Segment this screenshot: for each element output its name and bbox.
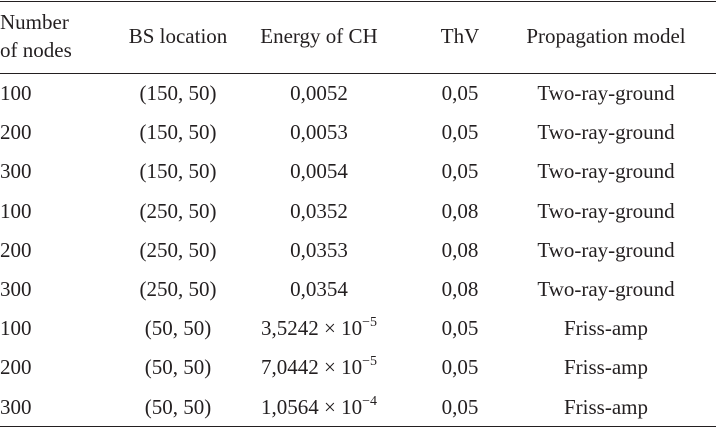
cell-energy-of-ch [254,394,384,420]
cell-propagation-model: Two-ray-ground [537,198,675,223]
cell-thv: 0,05 [441,81,479,105]
table-row [0,348,716,387]
table-row [0,74,716,113]
table-bottom-rule [0,426,716,427]
cell-propagation-model: Two-ray-ground [537,276,675,301]
cell-bs-location: (250, 50) [139,276,217,301]
energy-exponent: −4 [362,393,377,409]
cell-bs-location: (50, 50) [144,316,212,341]
cell-number-of-nodes: 100 [0,81,32,105]
table-row [0,388,716,427]
cell-number-of-nodes: 300 [0,159,32,184]
energy-value: 1,0564 × 10 [261,394,363,419]
cell-thv: 0,05 [441,394,479,419]
cell-bs-location: (150, 50) [139,120,217,145]
cell-propagation-model: Two-ray-ground [537,120,675,145]
cell-thv: 0,08 [441,276,479,301]
cell-number-of-nodes: 200 [0,237,32,262]
cell-thv: 0,05 [441,120,479,145]
cell-number-of-nodes: 200 [0,120,32,145]
table-header-row [0,2,716,73]
energy-value: 3,5242 × 10 [261,316,363,341]
cell-propagation-model: Two-ray-ground [537,237,675,262]
cell-propagation-model: Friss-amp [564,316,648,341]
header-propagation-model: Propagation model [526,24,686,48]
energy-value: 0,0052 [290,81,348,105]
cell-propagation-model: Two-ray-ground [537,81,675,105]
cell-energy-of-ch [254,276,384,302]
table-row [0,192,716,231]
header-thv: ThV [440,24,480,48]
cell-number-of-nodes: 100 [0,316,32,341]
header-number-of-nodes-line2: of nodes [0,38,72,62]
header-number-of-nodes-line1: Number [0,10,69,34]
table-row [0,309,716,348]
cell-thv: 0,08 [441,237,479,262]
cell-energy-of-ch [254,198,384,224]
energy-exponent: −5 [362,315,377,331]
cell-number-of-nodes: 200 [0,355,32,380]
cell-thv: 0,05 [441,316,479,341]
cell-bs-location: (250, 50) [139,198,217,223]
cell-bs-location: (250, 50) [139,237,217,262]
energy-value: 0,0054 [290,159,348,184]
cell-thv: 0,05 [441,355,479,380]
cell-bs-location: (150, 50) [139,159,217,184]
cell-thv: 0,08 [441,198,479,223]
cell-bs-location: (150, 50) [139,81,217,105]
energy-value: 0,0352 [290,198,348,223]
cell-bs-location: (50, 50) [144,355,212,380]
energy-value: 0,0053 [290,120,348,145]
header-number-of-nodes [0,8,72,64]
cell-number-of-nodes: 300 [0,394,32,419]
table-row [0,231,716,270]
cell-bs-location: (50, 50) [144,394,212,419]
table-body [0,74,716,426]
energy-value: 7,0442 × 10 [261,355,363,380]
cell-energy-of-ch [254,119,384,145]
cell-number-of-nodes: 100 [0,198,32,223]
table-row [0,113,716,152]
cell-propagation-model: Two-ray-ground [537,159,675,184]
cell-energy-of-ch [254,315,384,341]
header-energy-of-ch: Energy of CH [260,24,378,48]
cell-propagation-model: Friss-amp [564,394,648,419]
header-bs-location: BS location [128,24,228,48]
table-row [0,152,716,191]
energy-exponent: −5 [362,354,377,370]
table-row [0,270,716,309]
cell-number-of-nodes: 300 [0,276,32,301]
energy-value: 0,0353 [290,237,348,262]
cell-energy-of-ch [254,158,384,184]
cell-energy-of-ch [254,237,384,263]
cell-propagation-model: Friss-amp [564,355,648,380]
energy-value: 0,0354 [290,276,348,301]
cell-energy-of-ch [254,354,384,380]
cell-thv: 0,05 [441,159,479,184]
cell-energy-of-ch [254,80,384,106]
